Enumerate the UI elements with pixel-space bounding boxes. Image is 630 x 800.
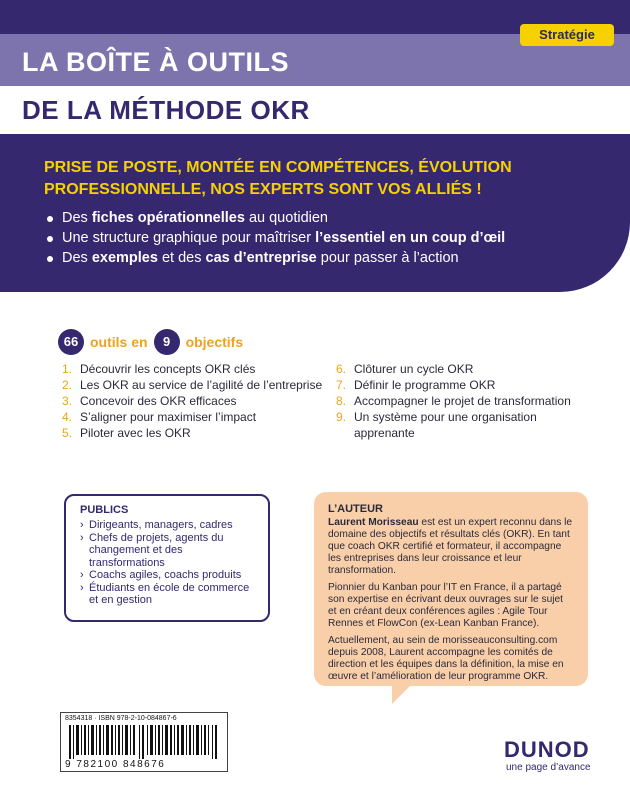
author-bio-2: Pionnier du Kanban pour l’IT en France, il a partagé son expertise en écrivant deux ouvrages sur le sujet et en créant deux conférences agiles : Agile Tour Rennes et FlowCon (ex-Lean Kanban France). [328, 582, 564, 629]
barcode-icon [69, 725, 221, 759]
publics-item: › Dirigeants, managers, cadres [76, 519, 258, 532]
objective-number: 4. [62, 410, 73, 424]
author-bubble [314, 492, 588, 686]
objective-text: S’aligner pour maximiser l’impact [80, 410, 257, 424]
bullet-text: au quotidien [244, 210, 328, 226]
objective-item [62, 393, 332, 409]
objective-number: 3. [62, 394, 73, 408]
objective-number: 2. [62, 378, 73, 392]
objective-text: Un système pour une organisation apprenante [354, 410, 537, 440]
objective-item [62, 409, 332, 425]
speech-bubble-tail [392, 682, 414, 704]
book-title-line1: LA BOÎTE À OUTILS [22, 47, 289, 77]
category-tag: Stratégie [520, 24, 614, 46]
hero-bullet-list [44, 208, 505, 268]
objective-text: Les OKR au service de l’agilité de l’entreprise [80, 378, 323, 392]
objective-text: Piloter avec les OKR [80, 426, 191, 440]
objective-text: Définir le programme OKR [354, 378, 496, 392]
objective-number: 9. [336, 410, 347, 424]
objective-item [62, 377, 332, 393]
bullet-text: Des [62, 250, 92, 266]
objective-number: 6. [336, 362, 347, 376]
hero-bullet [44, 208, 505, 228]
publics-list [76, 519, 258, 607]
publics-item: › Chefs de projets, agents du changement et des transformations [76, 532, 258, 570]
bullet-text: et des [157, 250, 206, 266]
objective-item [336, 409, 586, 441]
bullet-bold: fiches opérationnelles [91, 210, 245, 226]
hero-bullet [44, 228, 505, 248]
publics-title: PUBLICS [80, 504, 129, 516]
hero-bullet [44, 248, 505, 268]
publisher-logo: DUNOD [504, 737, 590, 762]
barcode-box [60, 712, 228, 772]
bullet-text: Des [62, 210, 92, 226]
publics-item: › Coachs agiles, coachs produits [76, 569, 258, 582]
objective-text: Concevoir des OKR efficaces [80, 394, 237, 408]
objectives-count-label: objectifs [185, 334, 244, 350]
objective-text: Découvrir les concepts OKR clés [80, 362, 256, 376]
objective-text: Clôturer un cycle OKR [354, 362, 474, 376]
bullet-text: Une structure graphique pour maîtriser [62, 230, 316, 246]
objective-number: 8. [336, 394, 347, 408]
objective-item [62, 361, 332, 377]
bullet-bold: l’essentiel en un coup d’œil [315, 230, 506, 246]
objective-number: 7. [336, 378, 347, 392]
title-line2-prefix: DE LA [22, 95, 110, 125]
objective-item [336, 393, 586, 409]
isbn-text: 8354318 · ISBN 978-2-10-084867-6 [65, 715, 177, 722]
objectives-list-right [336, 361, 586, 441]
barcode-digits: 9 782100 848676 [65, 759, 166, 770]
author-name: Laurent Morisseau [328, 517, 419, 528]
author-title: L’AUTEUR [328, 503, 383, 515]
title-line2-bold: MÉTHODE OKR [109, 95, 310, 125]
objective-item [336, 377, 586, 393]
objective-number: 1. [62, 362, 73, 376]
bullet-bold: exemples [91, 250, 158, 266]
objective-item [62, 425, 332, 441]
publisher-tagline: une page d’avance [506, 762, 591, 773]
tools-count-badge: 66 [58, 329, 84, 355]
bullet-text: pour passer à l’action [316, 250, 459, 266]
objectives-count-badge: 9 [154, 329, 180, 355]
tools-count-row [58, 329, 249, 355]
publics-box [64, 494, 270, 622]
author-bio-3: Actuellement, au sein de morisseauconsulting.com depuis 2008, Laurent accompagne les comités de direction et les équipes dans la définition, la mise en œuvre et l’amélioration de leur programme OKR. [328, 635, 564, 682]
author-bio-1-text: est est un expert reconnu dans le domaine des objectifs et résultats clés (OKR). En tant que coach OKR certifié et formateur, il accompagne les entreprises dans leur croissance et leur transformation. [328, 517, 573, 576]
tools-count-label: outils en [90, 334, 148, 350]
publics-item: › Étudiants en école de commerce et en gestion [76, 582, 258, 607]
book-title-line2 [22, 95, 310, 126]
hero-headline: PRISE DE POSTE, MONTÉE EN COMPÉTENCES, ÉVOLUTION PROFESSIONNELLE, NOS EXPERTS SONT VOS ALLIÉS ! [44, 159, 512, 198]
objective-text: Accompagner le projet de transformation [354, 394, 571, 408]
bullet-bold: cas d’entreprise [205, 250, 317, 266]
objective-number: 5. [62, 426, 73, 440]
objectives-list-left [62, 361, 332, 441]
objective-item [336, 361, 586, 377]
author-bio-1 [328, 517, 574, 577]
